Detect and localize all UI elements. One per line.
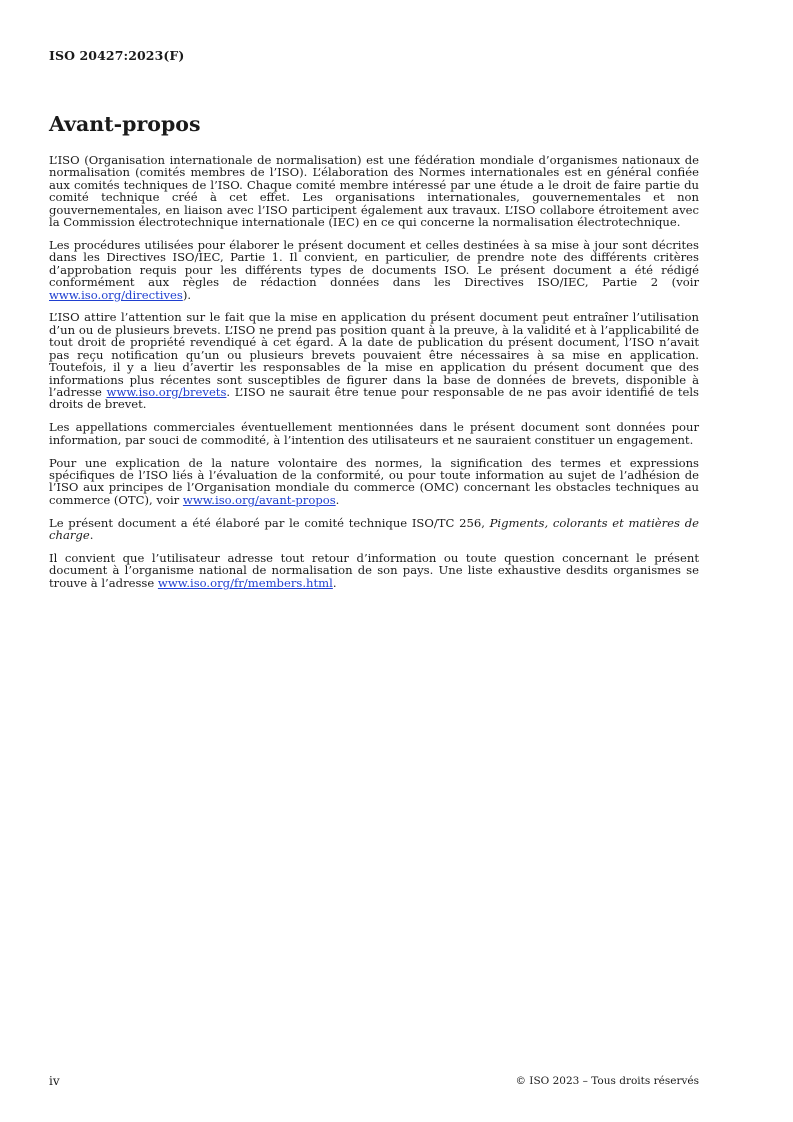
copyright-notice: © ISO 2023 – Tous droits réservés — [515, 1075, 699, 1087]
paragraph-text-end: ). — [182, 287, 192, 302]
page-title: Avant-propos — [49, 112, 201, 136]
paragraph-patents — [49, 311, 699, 410]
paragraph-text: Le présent document a été élaboré par le comité technique ISO/TC 256, — [49, 515, 490, 530]
paragraph-text: Les procédures utilisées pour élaborer le présent document et celles destinées à sa mise à jour sont décrites dans les Directives ISO/IEC, Partie 1. Il convient, en particulier, de prendre note des différents critères d’approbation requis pour les différents types de documents ISO. Le présent document a été rédigé conformément aux règles de rédaction données dans les Directives ISO/IEC, Partie 2 (voir — [49, 237, 699, 290]
paragraph-text-end: . — [332, 575, 337, 590]
paragraph-text-end: . — [89, 528, 94, 543]
paragraph-text: L’ISO attire l’attention sur le fait que la mise en application du présent document peut entraîner l’utilisation d’un ou de plusieurs brevets. L’ISO ne prend pas position quant à la preuve, à la validité et à l’applicabilité de tout droit de propriété revendiqué à cet égard. À la date de publication du présent document, l’ISO n’avait pas reçu notification qu’un ou plusieurs brevets pouvaient être nécessaires à sa mise en application. Toutefois, il y a lieu d’avertir les responsables de la mise en application du présent document que des informations plus récentes sont susceptibles de figurer dans la base de données de brevets, disponible à l’adresse — [49, 310, 699, 399]
foreword-body — [49, 154, 699, 600]
page-number: iv — [49, 1074, 60, 1088]
paragraph-procedures — [49, 239, 699, 301]
committee-title: Pigments, colorants et matières de charge — [49, 515, 699, 543]
paragraph-text-end: . — [335, 492, 340, 507]
paragraph-text: Il convient que l’utilisateur adresse tout retour d’information ou toute question concernant le présent document à l’organisme national de normalisation de son pays. Une liste exhaustive desdits organismes se trouve à l’adresse — [49, 550, 699, 590]
paragraph-iso-organisation: L’ISO (Organisation internationale de normalisation) est une fédération mondiale d’organismes nationaux de normalisation (comités membres de l’ISO). L’élaboration des Normes internationales est en général confiée aux comités techniques de l’ISO. Chaque comité membre intéressé par une étude a le droit de faire partie du comité technique créé à cet effet. Les organisations internationales, gouvernementales et non gouvernementales, en liaison avec l’ISO participent également aux travaux. L’ISO collabore étroitement avec la Commission électrotechnique internationale (IEC) en ce qui concerne la normalisation électrotechnique. — [49, 153, 699, 230]
paragraph-feedback — [49, 552, 699, 589]
paragraph-text-end: . L’ISO ne saurait être tenue pour responsable de ne pas avoir identifié de tels droits de brevet. — [49, 384, 700, 412]
members-link[interactable]: www.iso.org/fr/members.html — [157, 575, 333, 590]
paragraph-voluntary-nature — [49, 457, 699, 507]
paragraph-text: Pour une explication de la nature volontaire des normes, la signification des termes et expressions spécifiques de l’ISO liés à l’évaluation de la conformité, ou pour toute information au sujet de l’adhésion de l’ISO aux principes de l’Organisation mondiale du commerce (OMC) concernant les obstacles techniques au commerce (OTC), voir — [49, 455, 699, 507]
foreword-link[interactable]: www.iso.org/avant-propos — [182, 492, 336, 507]
directives-link[interactable]: www.iso.org/directives — [49, 287, 183, 302]
patents-link[interactable]: www.iso.org/brevets — [106, 384, 227, 399]
document-code: ISO 20427:2023(F) — [49, 48, 185, 63]
paragraph-trade-names: Les appellations commerciales éventuellement mentionnées dans le présent document sont données pour information, par souci de commodité, à l’intention des utilisateurs et ne sauraient constituer un engagement. — [49, 420, 699, 447]
paragraph-committee — [49, 517, 699, 542]
